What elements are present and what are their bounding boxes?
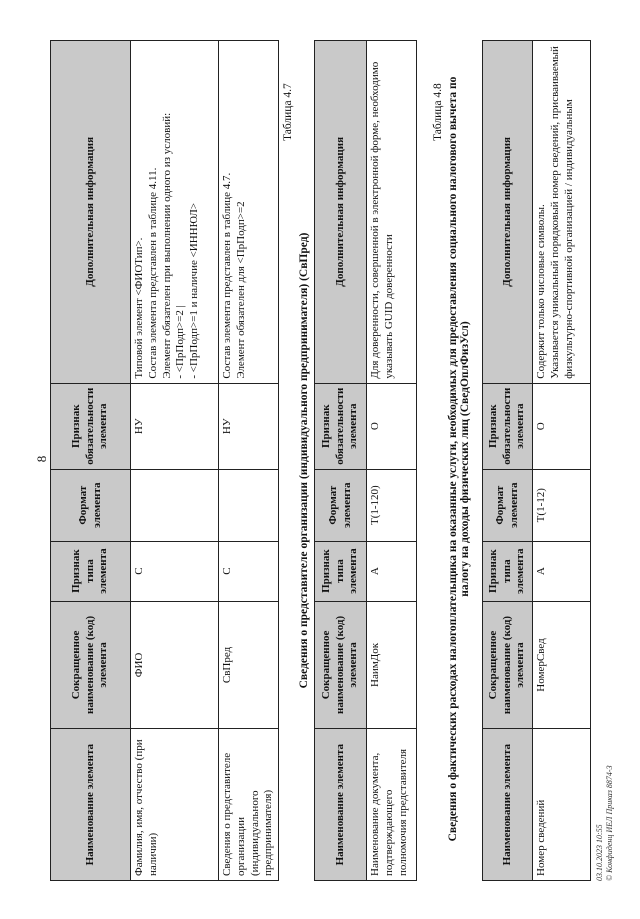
header-required: Признак обязательности элемента xyxy=(483,383,533,469)
header-format: Формат элемента xyxy=(483,469,533,541)
table-label: Таблица 4.7 xyxy=(282,83,294,141)
cell-info: Состав элемента представлен в таблице 4.7. Элемент обязателен для <ПрПодп>=2 xyxy=(219,41,279,384)
header-type: Признак типа элемента xyxy=(483,541,533,601)
cell-type: С xyxy=(131,541,219,601)
cell-format: T(1-12) xyxy=(533,469,591,541)
cell-code: НомерСвед xyxy=(533,601,591,729)
table-header-row xyxy=(51,41,131,881)
table-4-8 xyxy=(482,40,591,881)
header-code: Сокращенное наименование (код) элемента xyxy=(51,601,131,729)
stamp-text: © Конфиденц ИЕЛ Приказ 8874-3 xyxy=(604,765,614,881)
header-required: Признак обязательности элемента xyxy=(315,383,367,469)
cell-code: НаимДок xyxy=(367,601,417,729)
cell-required: НУ xyxy=(219,383,279,469)
table-title: Сведения о представителе организации (индивидуального предпринимателя) (СвПред) xyxy=(298,232,310,689)
cell-required: НУ xyxy=(131,383,219,469)
table-4-7 xyxy=(314,40,417,881)
cell-code: ФИО xyxy=(131,601,219,729)
header-format: Формат элемента xyxy=(315,469,367,541)
table-header-row xyxy=(315,41,367,881)
header-info: Дополнительная информация xyxy=(315,41,367,384)
cell-info: Для доверенности, совершенной в электронной форме, необходимо указывать GUID доверенности xyxy=(367,41,417,384)
table-continuation xyxy=(50,40,279,881)
cell-name: Номер сведений xyxy=(533,729,591,881)
cell-name: Сведения о представителе организации (индивидуального предпринимателя) xyxy=(219,729,279,881)
header-name: Наименование элемента xyxy=(51,729,131,881)
table-title: Сведения о фактических расходах налогоплательщика на оказанные услуги, необходимых для предоставления социального налогового вычета по налогу на доходы физических лиц (СведОплФизУсл) xyxy=(447,76,471,842)
header-type: Признак типа элемента xyxy=(315,541,367,601)
header-required: Признак обязательности элемента xyxy=(51,383,131,469)
cell-type: А xyxy=(367,541,417,601)
header-code: Сокращенное наименование (код) элемента xyxy=(315,601,367,729)
cell-info: Типовой элемент <ФИОТип>. Состав элемента представлен в таблице 4.11. Элемент обязателен при выполнении одного из условий: - <ПрПодп>=2 | - <ПрПодп>=1 и наличие <ИННЮЛ> xyxy=(131,41,219,384)
cell-required: О xyxy=(367,383,417,469)
table-row xyxy=(367,41,417,881)
document-stamp xyxy=(595,765,614,881)
cell-name: Фамилия, имя, отчество (при наличии) xyxy=(131,729,219,881)
cell-format xyxy=(131,469,219,541)
table-row xyxy=(219,41,279,881)
cell-format xyxy=(219,469,279,541)
cell-required: О xyxy=(533,383,591,469)
table-label: Таблица 4.8 xyxy=(432,83,444,141)
table-header-row xyxy=(483,41,533,881)
header-type: Признак типа элемента xyxy=(51,541,131,601)
cell-code: СвПред xyxy=(219,601,279,729)
stamp-date: 03.10.2023 10:55 xyxy=(595,824,604,881)
cell-type: А xyxy=(533,541,591,601)
cell-format: T(1-120) xyxy=(367,469,417,541)
cell-type: С xyxy=(219,541,279,601)
header-info: Дополнительная информация xyxy=(483,41,533,384)
header-code: Сокращенное наименование (код) элемента xyxy=(483,601,533,729)
table-row xyxy=(131,41,219,881)
header-info: Дополнительная информация xyxy=(51,41,131,384)
cell-info: Содержит только числовые символы. Указывается уникальный порядковый номер сведений, присваиваемый физкультурно-спортивной организацией / индивидуальным xyxy=(533,41,591,384)
header-name: Наименование элемента xyxy=(315,729,367,881)
cell-name: Наименование документа, подтверждающего полномочия представителя xyxy=(367,729,417,881)
header-format: Формат элемента xyxy=(51,469,131,541)
table-row xyxy=(533,41,591,881)
header-name: Наименование элемента xyxy=(483,729,533,881)
page-number: 8 xyxy=(34,455,49,463)
